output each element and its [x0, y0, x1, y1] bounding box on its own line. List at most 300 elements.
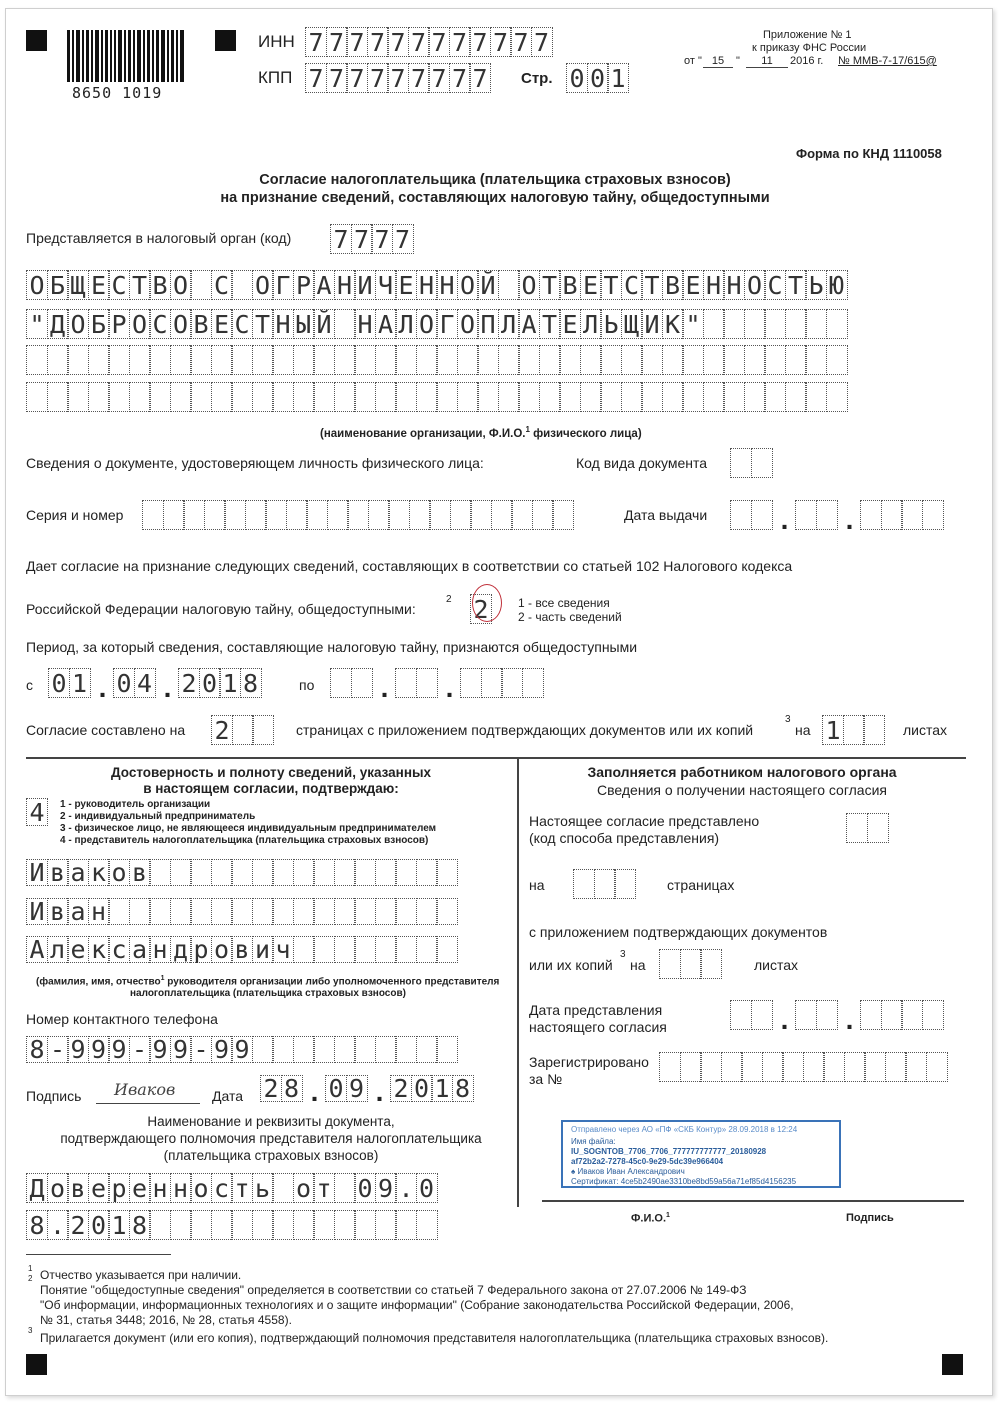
input-cell[interactable]: [170, 382, 192, 412]
input-cell[interactable]: [680, 1052, 702, 1082]
input-cell[interactable]: [375, 898, 397, 925]
date-cell[interactable]: 0: [325, 1075, 347, 1102]
input-cell[interactable]: с: [211, 1173, 233, 1203]
input-cell[interactable]: [741, 1052, 763, 1082]
input-cell[interactable]: [293, 1210, 315, 1240]
input-cell[interactable]: [67, 345, 89, 375]
input-cell[interactable]: е: [88, 1173, 110, 1203]
input-cell[interactable]: Т: [129, 270, 151, 300]
input-cell[interactable]: [129, 345, 151, 375]
date-cell[interactable]: [922, 500, 944, 530]
input-cell[interactable]: Л: [498, 309, 520, 339]
input-cell[interactable]: [272, 898, 294, 925]
date-cell[interactable]: [860, 500, 882, 530]
input-cell[interactable]: [846, 813, 868, 843]
input-cell[interactable]: 7: [469, 63, 491, 93]
date-cell[interactable]: 1: [431, 1075, 453, 1102]
input-cell[interactable]: Г: [436, 309, 458, 339]
name-cells[interactable]: [26, 898, 458, 925]
date-cell[interactable]: [751, 1000, 773, 1030]
input-cell[interactable]: [334, 1173, 356, 1203]
input-cell[interactable]: ": [26, 309, 48, 339]
input-cell[interactable]: [580, 382, 602, 412]
input-cell[interactable]: к: [88, 859, 110, 886]
input-cell[interactable]: В: [662, 270, 684, 300]
input-cell[interactable]: о: [293, 1173, 315, 1203]
input-cell[interactable]: [252, 1036, 274, 1063]
input-cell[interactable]: [334, 1210, 356, 1240]
attach-count[interactable]: [822, 715, 885, 745]
input-cell[interactable]: 1: [607, 63, 629, 93]
input-cell[interactable]: [231, 1210, 253, 1240]
input-cell[interactable]: [395, 345, 417, 375]
input-cell[interactable]: Н: [723, 270, 745, 300]
input-cell[interactable]: О: [170, 270, 192, 300]
input-cell[interactable]: 2: [67, 1210, 89, 1240]
input-cell[interactable]: [682, 345, 704, 375]
authority-doc-row-1[interactable]: [26, 1173, 438, 1203]
input-cell[interactable]: [826, 309, 848, 339]
input-cell[interactable]: С: [231, 309, 253, 339]
input-cell[interactable]: 7: [449, 27, 471, 57]
input-cell[interactable]: а: [67, 859, 89, 886]
input-cell[interactable]: [334, 345, 356, 375]
input-cell[interactable]: И: [354, 270, 376, 300]
method-cells[interactable]: [846, 813, 889, 843]
date-cell[interactable]: [730, 1000, 752, 1030]
input-cell[interactable]: О: [170, 309, 192, 339]
input-cell[interactable]: [231, 382, 253, 412]
input-cell[interactable]: 8: [26, 1210, 48, 1240]
input-cell[interactable]: О: [744, 270, 766, 300]
input-cell[interactable]: [252, 715, 274, 745]
input-cell[interactable]: е: [67, 936, 89, 963]
input-cell[interactable]: Р: [108, 309, 130, 339]
date-cell[interactable]: [795, 1000, 817, 1030]
input-cell[interactable]: [354, 1036, 376, 1063]
right-date-cells[interactable]: [730, 1000, 944, 1035]
input-cell[interactable]: [782, 1052, 804, 1082]
input-cell[interactable]: [375, 345, 397, 375]
input-cell[interactable]: [190, 898, 212, 925]
input-cell[interactable]: [190, 382, 212, 412]
input-cell[interactable]: о: [108, 859, 130, 886]
input-cell[interactable]: р: [108, 1173, 130, 1203]
input-cell[interactable]: И: [26, 898, 48, 925]
input-cell[interactable]: в: [129, 859, 151, 886]
input-cell[interactable]: [518, 382, 540, 412]
period-from-date[interactable]: [48, 668, 262, 703]
input-cell[interactable]: в: [47, 859, 69, 886]
input-cell[interactable]: [450, 500, 472, 530]
input-cell[interactable]: [368, 500, 390, 530]
date-cell[interactable]: [901, 1000, 923, 1030]
input-cell[interactable]: 1: [822, 715, 844, 745]
input-cell[interactable]: [700, 1052, 722, 1082]
input-cell[interactable]: [751, 448, 773, 478]
input-cell[interactable]: Н: [703, 270, 725, 300]
input-cell[interactable]: [573, 869, 595, 899]
input-cell[interactable]: Л: [580, 309, 602, 339]
input-cell[interactable]: Т: [252, 309, 274, 339]
input-cell[interactable]: [429, 500, 451, 530]
input-cell[interactable]: [703, 382, 725, 412]
input-cell[interactable]: Т: [539, 309, 561, 339]
input-cell[interactable]: о: [211, 936, 233, 963]
input-cell[interactable]: [375, 859, 397, 886]
input-cell[interactable]: [211, 382, 233, 412]
input-cell[interactable]: О: [129, 309, 151, 339]
input-cell[interactable]: Н: [272, 309, 294, 339]
date-cell[interactable]: 0: [199, 668, 221, 698]
input-cell[interactable]: [785, 309, 807, 339]
input-cell[interactable]: [559, 382, 581, 412]
input-cell[interactable]: [805, 382, 827, 412]
input-cell[interactable]: р: [190, 936, 212, 963]
input-cell[interactable]: -: [190, 1036, 212, 1063]
date-cell[interactable]: [351, 668, 373, 698]
input-cell[interactable]: [313, 345, 335, 375]
input-cell[interactable]: [511, 500, 533, 530]
input-cell[interactable]: [354, 859, 376, 886]
input-cell[interactable]: н: [170, 1173, 192, 1203]
input-cell[interactable]: [539, 345, 561, 375]
input-cell[interactable]: [826, 345, 848, 375]
input-cell[interactable]: А: [375, 309, 397, 339]
input-cell[interactable]: Е: [88, 270, 110, 300]
date-cell[interactable]: 0: [113, 668, 135, 698]
input-cell[interactable]: [327, 500, 349, 530]
series-cells[interactable]: [142, 500, 574, 530]
input-cell[interactable]: 9: [211, 1036, 233, 1063]
input-cell[interactable]: [190, 345, 212, 375]
input-cell[interactable]: [293, 382, 315, 412]
input-cell[interactable]: С: [764, 270, 786, 300]
input-cell[interactable]: О: [457, 270, 479, 300]
input-cell[interactable]: Е: [395, 270, 417, 300]
input-cell[interactable]: к: [88, 936, 110, 963]
date-cell[interactable]: 8: [281, 1075, 303, 1102]
input-cell[interactable]: [231, 898, 253, 925]
input-cell[interactable]: 7: [408, 27, 430, 57]
input-cell[interactable]: [416, 1036, 438, 1063]
input-cell[interactable]: [347, 500, 369, 530]
input-cell[interactable]: 7: [346, 27, 368, 57]
input-cell[interactable]: [211, 345, 233, 375]
input-cell[interactable]: в: [67, 1173, 89, 1203]
input-cell[interactable]: [252, 859, 274, 886]
input-cell[interactable]: 7: [531, 27, 553, 57]
input-cell[interactable]: [272, 1173, 294, 1203]
input-cell[interactable]: [149, 345, 171, 375]
input-cell[interactable]: [272, 345, 294, 375]
input-cell[interactable]: 9: [149, 1036, 171, 1063]
input-cell[interactable]: [552, 500, 574, 530]
input-cell[interactable]: [785, 345, 807, 375]
date-cell[interactable]: [901, 500, 923, 530]
input-cell[interactable]: [744, 382, 766, 412]
date-cell[interactable]: [922, 1000, 944, 1030]
input-cell[interactable]: [375, 936, 397, 963]
input-cell[interactable]: [594, 869, 616, 899]
date-cell[interactable]: 2: [260, 1075, 282, 1102]
date-cell[interactable]: [395, 668, 417, 698]
input-cell[interactable]: -: [129, 1036, 151, 1063]
input-cell[interactable]: [867, 813, 889, 843]
date-cell[interactable]: [751, 500, 773, 530]
phone-cells[interactable]: [26, 1036, 458, 1063]
input-cell[interactable]: [88, 382, 110, 412]
input-cell[interactable]: К: [662, 309, 684, 339]
input-cell[interactable]: [149, 1210, 171, 1240]
input-cell[interactable]: [764, 382, 786, 412]
input-cell[interactable]: [477, 345, 499, 375]
input-cell[interactable]: 7: [367, 27, 389, 57]
input-cell[interactable]: [580, 345, 602, 375]
input-cell[interactable]: 7: [330, 224, 352, 254]
input-cell[interactable]: [416, 898, 438, 925]
input-cell[interactable]: а: [129, 936, 151, 963]
input-cell[interactable]: [375, 382, 397, 412]
input-cell[interactable]: [641, 382, 663, 412]
date-cell[interactable]: [795, 500, 817, 530]
input-cell[interactable]: [659, 1052, 681, 1082]
input-cell[interactable]: [600, 345, 622, 375]
input-cell[interactable]: [395, 382, 417, 412]
input-cell[interactable]: [231, 270, 253, 300]
authority-doc-row-2[interactable]: [26, 1210, 438, 1240]
input-cell[interactable]: 7: [326, 63, 348, 93]
input-cell[interactable]: [375, 1210, 397, 1240]
input-cell[interactable]: 4: [26, 798, 48, 826]
input-cell[interactable]: [334, 859, 356, 886]
input-cell[interactable]: [334, 1036, 356, 1063]
input-cell[interactable]: [306, 500, 328, 530]
input-cell[interactable]: [436, 345, 458, 375]
input-cell[interactable]: [149, 859, 171, 886]
input-cell[interactable]: [662, 345, 684, 375]
input-cell[interactable]: [334, 898, 356, 925]
input-cell[interactable]: 7: [387, 27, 409, 57]
date-cell[interactable]: [730, 500, 752, 530]
input-cell[interactable]: [416, 859, 438, 886]
input-cell[interactable]: С: [621, 270, 643, 300]
period-to-date[interactable]: [330, 668, 544, 703]
input-cell[interactable]: [559, 345, 581, 375]
input-cell[interactable]: [354, 898, 376, 925]
input-cell[interactable]: [721, 1052, 743, 1082]
input-cell[interactable]: 0: [416, 1173, 438, 1203]
input-cell[interactable]: [272, 382, 294, 412]
input-cell[interactable]: е: [129, 1173, 151, 1203]
input-cell[interactable]: [163, 500, 185, 530]
input-cell[interactable]: [805, 309, 827, 339]
input-cell[interactable]: [183, 500, 205, 530]
input-cell[interactable]: Ч: [375, 270, 397, 300]
input-cell[interactable]: Н: [334, 270, 356, 300]
input-cell[interactable]: Е: [211, 309, 233, 339]
org-name-row-2[interactable]: [26, 309, 848, 339]
input-cell[interactable]: Е: [580, 270, 602, 300]
input-cell[interactable]: 7: [469, 27, 491, 57]
input-cell[interactable]: [26, 345, 48, 375]
input-cell[interactable]: 1: [108, 1210, 130, 1240]
input-cell[interactable]: [700, 949, 722, 979]
input-cell[interactable]: С: [108, 270, 130, 300]
input-cell[interactable]: 7: [326, 27, 348, 57]
input-cell[interactable]: Д: [26, 1173, 48, 1203]
input-cell[interactable]: О: [457, 309, 479, 339]
input-cell[interactable]: [436, 382, 458, 412]
date-cell[interactable]: [460, 668, 482, 698]
input-cell[interactable]: 9: [67, 1036, 89, 1063]
input-cell[interactable]: [744, 309, 766, 339]
input-cell[interactable]: 7: [371, 224, 393, 254]
input-cell[interactable]: [723, 345, 745, 375]
input-cell[interactable]: 7: [428, 63, 450, 93]
inn-cells[interactable]: [305, 27, 553, 57]
input-cell[interactable]: [926, 1052, 948, 1082]
input-cell[interactable]: [498, 270, 520, 300]
input-cell[interactable]: [518, 345, 540, 375]
input-cell[interactable]: [621, 382, 643, 412]
input-cell[interactable]: В: [190, 309, 212, 339]
input-cell[interactable]: [313, 859, 335, 886]
date-cell[interactable]: 2: [178, 668, 200, 698]
input-cell[interactable]: [703, 345, 725, 375]
input-cell[interactable]: [457, 382, 479, 412]
input-cell[interactable]: [395, 898, 417, 925]
input-cell[interactable]: Г: [272, 270, 294, 300]
input-cell[interactable]: 9: [375, 1173, 397, 1203]
input-cell[interactable]: и: [252, 936, 274, 963]
input-cell[interactable]: [252, 898, 274, 925]
input-cell[interactable]: 7: [305, 27, 327, 57]
input-cell[interactable]: С: [211, 270, 233, 300]
input-cell[interactable]: [211, 859, 233, 886]
input-cell[interactable]: 7: [428, 27, 450, 57]
input-cell[interactable]: [190, 859, 212, 886]
input-cell[interactable]: 7: [346, 63, 368, 93]
input-cell[interactable]: [354, 1210, 376, 1240]
input-cell[interactable]: 7: [305, 63, 327, 93]
input-cell[interactable]: [416, 345, 438, 375]
input-cell[interactable]: А: [518, 309, 540, 339]
input-cell[interactable]: [108, 898, 130, 925]
input-cell[interactable]: [252, 1210, 274, 1240]
date-cell[interactable]: 8: [452, 1075, 474, 1102]
org-name-row-3[interactable]: [26, 345, 848, 375]
input-cell[interactable]: Д: [47, 309, 69, 339]
input-cell[interactable]: [491, 500, 513, 530]
input-cell[interactable]: Н: [416, 270, 438, 300]
input-cell[interactable]: [764, 345, 786, 375]
input-cell[interactable]: [600, 382, 622, 412]
input-cell[interactable]: [388, 500, 410, 530]
input-cell[interactable]: [108, 345, 130, 375]
input-cell[interactable]: [211, 898, 233, 925]
input-cell[interactable]: о: [190, 1173, 212, 1203]
input-cell[interactable]: 2: [470, 594, 492, 624]
input-cell[interactable]: в: [231, 936, 253, 963]
input-cell[interactable]: [730, 448, 752, 478]
page-cells[interactable]: [566, 63, 629, 93]
input-cell[interactable]: [805, 345, 827, 375]
input-cell[interactable]: А: [313, 270, 335, 300]
input-cell[interactable]: В: [149, 270, 171, 300]
input-cell[interactable]: [313, 382, 335, 412]
input-cell[interactable]: н: [149, 1173, 171, 1203]
input-cell[interactable]: [409, 500, 431, 530]
input-cell[interactable]: [313, 898, 335, 925]
input-cell[interactable]: О: [252, 270, 274, 300]
input-cell[interactable]: Т: [785, 270, 807, 300]
input-cell[interactable]: н: [149, 936, 171, 963]
input-cell[interactable]: [231, 859, 253, 886]
input-cell[interactable]: [252, 345, 274, 375]
input-cell[interactable]: [88, 345, 110, 375]
input-cell[interactable]: 0: [354, 1173, 376, 1203]
input-cell[interactable]: 9: [88, 1036, 110, 1063]
sign-date[interactable]: [260, 1074, 474, 1107]
input-cell[interactable]: В: [559, 270, 581, 300]
input-cell[interactable]: Й: [477, 270, 499, 300]
input-cell[interactable]: [313, 1036, 335, 1063]
date-cell[interactable]: 8: [240, 668, 262, 698]
input-cell[interactable]: 8: [26, 1036, 48, 1063]
input-cell[interactable]: [863, 715, 885, 745]
input-cell[interactable]: Щ: [621, 309, 643, 339]
date-cell[interactable]: 2: [390, 1075, 412, 1102]
input-cell[interactable]: Р: [293, 270, 315, 300]
input-cell[interactable]: 9: [108, 1036, 130, 1063]
right-pages-cells[interactable]: [573, 869, 636, 899]
input-cell[interactable]: ч: [272, 936, 294, 963]
input-cell[interactable]: С: [149, 309, 171, 339]
input-cell[interactable]: [293, 936, 315, 963]
input-cell[interactable]: [272, 1210, 294, 1240]
input-cell[interactable]: [149, 898, 171, 925]
doc-type-cells[interactable]: [730, 448, 773, 478]
issue-date-cells[interactable]: [730, 500, 944, 535]
input-cell[interactable]: [416, 936, 438, 963]
input-cell[interactable]: [395, 859, 417, 886]
input-cell[interactable]: 7: [490, 27, 512, 57]
input-cell[interactable]: [245, 500, 267, 530]
input-cell[interactable]: [395, 1036, 417, 1063]
input-cell[interactable]: О: [26, 270, 48, 300]
input-cell[interactable]: Е: [559, 309, 581, 339]
input-cell[interactable]: [354, 936, 376, 963]
input-cell[interactable]: в: [47, 898, 69, 925]
kpp-cells[interactable]: [305, 63, 491, 93]
input-cell[interactable]: 7: [351, 224, 373, 254]
input-cell[interactable]: [539, 382, 561, 412]
input-cell[interactable]: 7: [392, 224, 414, 254]
input-cell[interactable]: 7: [367, 63, 389, 93]
input-cell[interactable]: о: [47, 1173, 69, 1203]
input-cell[interactable]: Ю: [826, 270, 848, 300]
input-cell[interactable]: [170, 859, 192, 886]
input-cell[interactable]: [744, 345, 766, 375]
date-cell[interactable]: [330, 668, 352, 698]
date-cell[interactable]: 1: [219, 668, 241, 698]
input-cell[interactable]: [843, 715, 865, 745]
input-cell[interactable]: Т: [600, 270, 622, 300]
input-cell[interactable]: Ь: [805, 270, 827, 300]
input-cell[interactable]: [293, 859, 315, 886]
date-cell[interactable]: [522, 668, 544, 698]
